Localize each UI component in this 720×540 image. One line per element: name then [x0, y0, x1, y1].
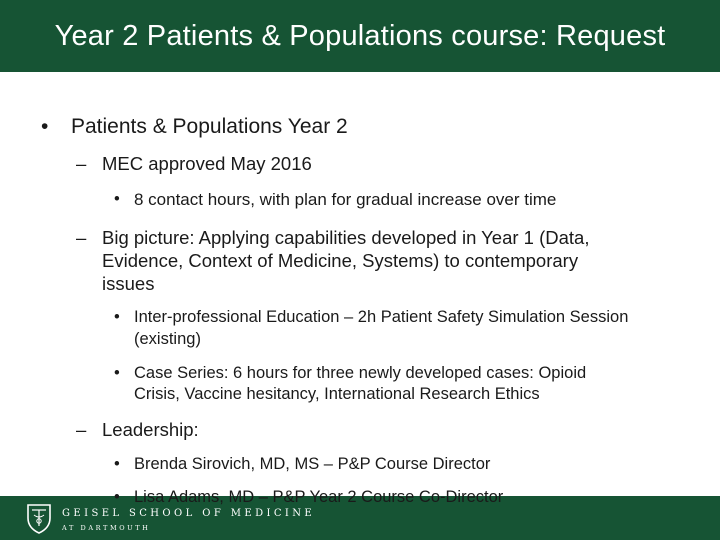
- bullet-course-director: Brenda Sirovich, MD, MS – P&P Course Director: [134, 455, 491, 473]
- bullet-level3: •: [114, 455, 120, 473]
- bullet-interprofessional-line1: Inter-professional Education – 2h Patient Safety Simulation Session: [134, 308, 629, 326]
- bullet-level1: •: [41, 115, 49, 138]
- bullet-contact-hours: 8 contact hours, with plan for gradual increase over time: [134, 190, 557, 209]
- bullet-leadership: Leadership:: [102, 419, 199, 440]
- bullet-patients-populations: Patients & Populations Year 2: [71, 115, 348, 138]
- dash-marker: –: [76, 153, 87, 174]
- bullet-level3: •: [114, 488, 120, 506]
- bullet-big-picture-line2: Evidence, Context of Medicine, Systems) to contemporary: [102, 250, 579, 271]
- slide-title: Year 2 Patients & Populations course: Request: [54, 19, 666, 52]
- dash-marker: –: [76, 419, 87, 440]
- bullet-case-series-line1: Case Series: 6 hours for three newly developed cases: Opioid: [134, 364, 587, 382]
- bullet-level3: •: [114, 308, 120, 326]
- bullet-interprofessional-line2: (existing): [134, 330, 201, 348]
- crest-icon: [26, 502, 52, 539]
- bullet-level3: •: [114, 190, 120, 208]
- bullet-big-picture-line3: issues: [102, 273, 155, 294]
- bullet-case-series-line2: Crisis, Vaccine hesitancy, International Research Ethics: [134, 385, 540, 403]
- school-subtitle: AT DARTMOUTH: [62, 524, 151, 532]
- bullet-co-director: Lisa Adams, MD – P&P Year 2 Course Co-Director: [134, 488, 504, 506]
- dash-marker: –: [76, 227, 87, 248]
- bullet-level3: •: [114, 364, 120, 382]
- bullet-big-picture-line1: Big picture: Applying capabilities developed in Year 1 (Data,: [102, 227, 590, 248]
- school-name: GEISEL SCHOOL OF MEDICINE: [62, 508, 316, 519]
- bullet-mec-approved: MEC approved May 2016: [102, 153, 312, 174]
